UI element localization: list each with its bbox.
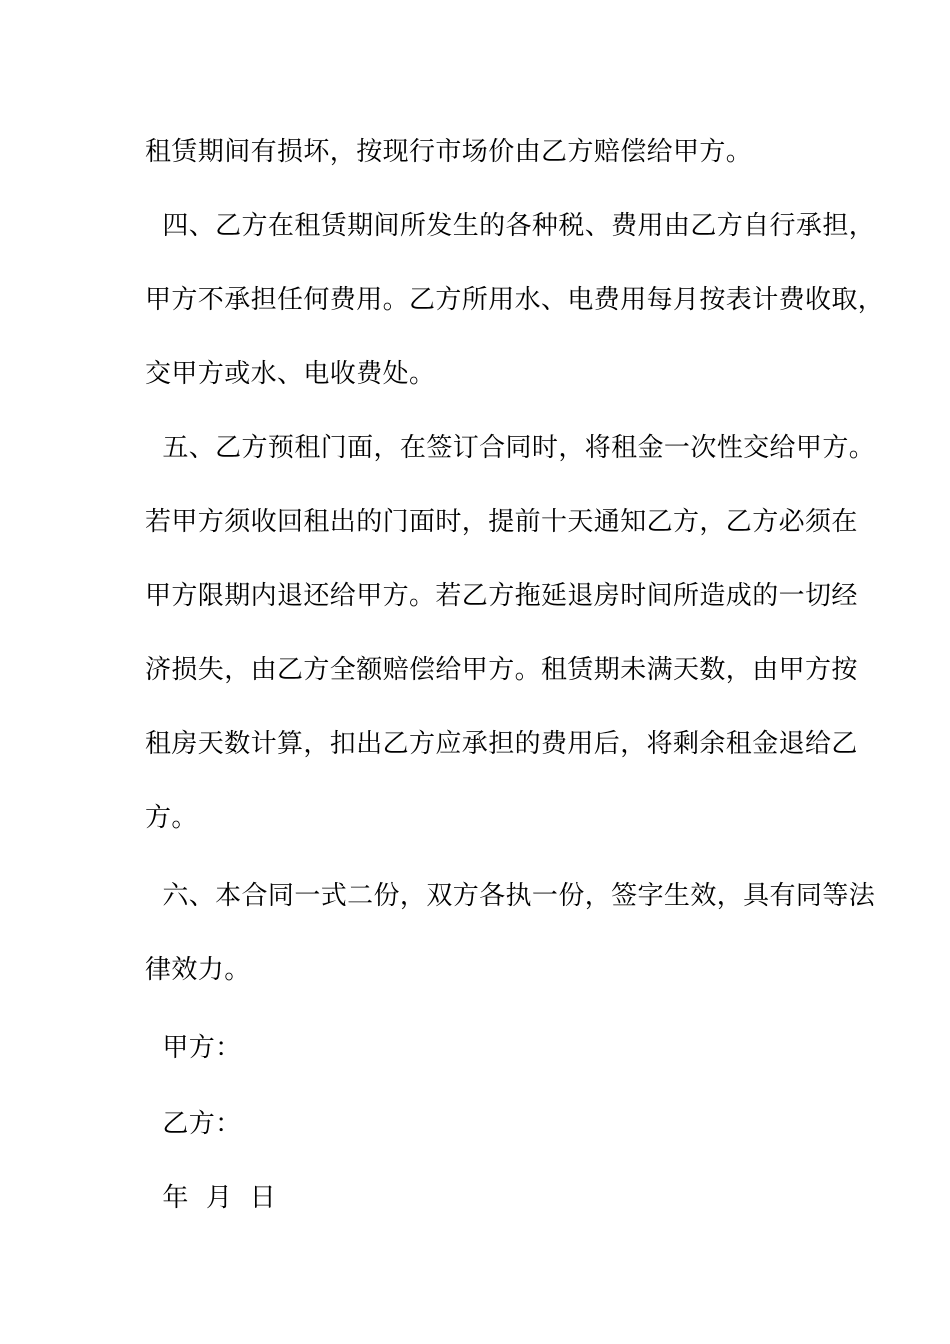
text-line: 五、乙方预租门面，在签订合同时，将租金一次性交给甲方。 <box>145 433 876 463</box>
text-line: 租赁期间有损坏，按现行市场价由乙方赔偿给甲方。 <box>145 137 753 167</box>
text-line: 律效力。 <box>145 955 251 985</box>
signature-party-a-label: 甲方： <box>145 1033 242 1063</box>
text-line: 甲方限期内退还给甲方。若乙方拖延退房时间所造成的一切经 <box>145 581 858 611</box>
text-line: 方。 <box>145 803 198 833</box>
text-line: 租房天数计算，扣出乙方应承担的费用后，将剩余租金退给乙 <box>145 729 858 759</box>
text-line: 四、乙方在租赁期间所发生的各种税、费用由乙方自行承担， <box>145 211 876 241</box>
signature-date-label: 年 月 日 <box>145 1183 277 1213</box>
text-line: 交甲方或水、电收费处。 <box>145 359 436 389</box>
text-line: 若甲方须收回租出的门面时，提前十天通知乙方，乙方必须在 <box>145 507 858 537</box>
text-line: 甲方不承担任何费用。乙方所用水、电费用每月按表计费收取， <box>145 285 885 315</box>
text-line: 济损失，由乙方全额赔偿给甲方。租赁期未满天数，由甲方按 <box>145 655 858 685</box>
signature-party-b-label: 乙方： <box>145 1109 242 1139</box>
text-line: 六、本合同一式二份，双方各执一份，签字生效，具有同等法 <box>145 881 876 911</box>
